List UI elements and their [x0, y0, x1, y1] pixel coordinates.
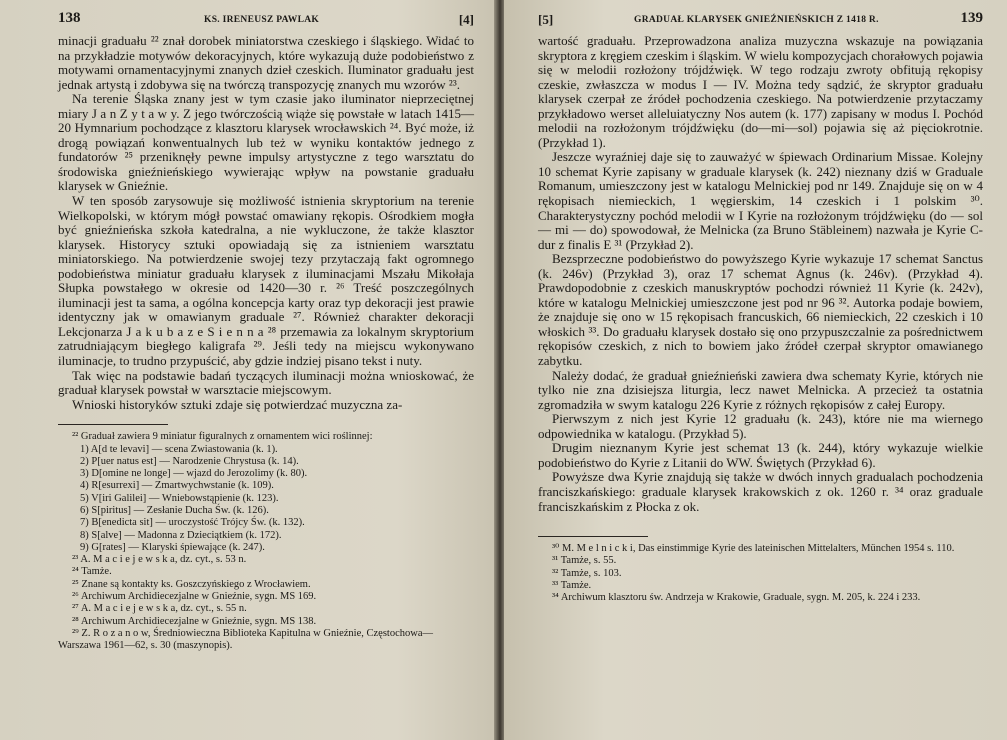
- left-body-text: [58, 34, 474, 412]
- paragraph: Powyższe dwa Kyrie znajdują się także w dwóch innych gradualach pochodzenia franciszkańskiego: graduale klarysek krakowskich z ok. 1260 r. ³⁴ oraz graduale franciszkańskim z Płocka z ok.: [538, 469, 983, 514]
- left-section-marker: [4]: [458, 12, 474, 27]
- footnote-rule: [538, 536, 648, 537]
- list-item: 4) R[esurrexi] — Zmartwychwstanie (k. 109).: [80, 480, 274, 492]
- list-item: 9) G[rates] — Klaryski śpiewające (k. 247).: [80, 541, 265, 553]
- left-page-number: 138: [58, 10, 81, 26]
- footnote-rule: [58, 424, 168, 425]
- paragraph: Pierwszym z nich jest Kyrie 12 graduału (k. 243), które nie ma wiernego odpowiednika w katalogu. (Przykład 5).: [538, 411, 983, 441]
- footnote: ²⁵ Znane są kontakty ks. Goszczyńskiego z Wrocławiem.: [72, 578, 311, 590]
- footnote: ³⁴ Archiwum klasztoru św. Andrzeja w Krakowie, Graduale, sygn. M. 205, k. 224 i 233.: [552, 592, 921, 604]
- footnote: ³² Tamże, s. 103.: [552, 567, 622, 579]
- right-page-number: 139: [960, 10, 983, 26]
- footnote: ²⁹ Z. R o z a n o w, Średniowieczna Biblioteka Kapitulna w Gnieźnie, Częstochowa—Warszawa 1961—62, s. 30 (maszynopis).: [58, 627, 433, 652]
- footnote: ³¹ Tamże, s. 55.: [552, 555, 617, 567]
- right-running-head: GRADUAŁ KLARYSEK GNIEŹNIEŃSKICH Z 1418 R.: [634, 15, 879, 25]
- paragraph: wartość graduału. Przeprowadzona analiza muzyczna wskazuje na powiązania skryptora z kręgiem czeskim i śląskim. W wielu kompozycjach chorałowych pojawia się w melodii rozłożony trójdźwięk. W tego rodzaju zwroty obfitują rękopisy czeskie, zwłaszcza w modus I — IV. Można tedy sądzić, że skryptor graduału klarysek czerpał ze źródeł pochodzenia czeskiego. Na potwierdzenie przytaczamy przykładowo werset alleluiatyczny Nos autem (k. 177) zapisany w modus I. Pochód melodii na rozłożonym trójdźwięku (do—mi—sol) pojawia się aż pięciokrotnie. (Przykład 1).: [538, 33, 983, 150]
- left-page: [0, 0, 496, 740]
- footnote: ³⁰ M. M e l n i c k i, Das einstimmige Kyrie des lateinischen Mittelalters, München 1954 s. 110.: [552, 543, 955, 555]
- right-section-marker: [5]: [538, 12, 554, 27]
- right-page: [504, 0, 1007, 740]
- list-item: 7) B[enedicta sit] — uroczystość Trójcy Św. (k. 132).: [80, 517, 305, 529]
- paragraph: Jeszcze wyraźniej daje się to zauważyć w śpiewach Ordinarium Missae. Kolejny 10 schemat Kyrie zapisany w graduale klarysek (k. 242) nieznany dziś w Graduale Romanum, umieszczony jest w katalogu Melnickiej pod nr 149. Znajduje się on w 4 rękopisach niemieckich, 1 węgierskim, 14 czeskich i 1 polskim ³⁰. Charakterystyczny pochód melodii w I Kyrie na rozłożonym trójdźwięku (do — sol — mi — do) spowodował, że Melnicka (za Bruno Stäbleinem) nazwała je Kyrie C-dur z finalis E ³¹ (Przykład 2).: [538, 149, 983, 252]
- miniature-list: [58, 444, 474, 555]
- footnote: ²⁴ Tamże.: [72, 566, 112, 578]
- footnote: ³³ Tamże.: [552, 579, 592, 591]
- footnote: ²³ A. M a c i e j e w s k a, dz. cyt., s. 53 n.: [72, 554, 247, 566]
- paragraph: Bezsprzeczne podobieństwo do powyższego Kyrie wykazuje 17 schemat Sanctus (k. 246v) (Przykład 3), oraz 17 schemat Agnus (k. 246v). (Przykład 4). Prawdopodobnie z czeskich manuskryptów pochodzi również 11 Kyrie (k. 242v), które w katalogu Melnickiej umieszczone jest pod nr 96 ³². Autorka podaje bowiem, że znajduje się ono w 15 rękopisach francuskich, 66 niemieckich, 22 czeskich i 10 włoskich ³³. Do graduału klarysek dostało się ono przypuszczalnie za pośrednictwem rękopisów czeskich, z nich to bowiem jako źródeł czerpał skryptor omawianego zabytku.: [538, 251, 983, 369]
- left-footnotes: [58, 431, 474, 652]
- paragraph: Tak więc na podstawie badań tyczących iluminacji można wnioskować, że graduał klarysek powstał w warsztacie miejscowym.: [58, 367, 474, 398]
- paragraph: Na terenie Śląska znany jest w tym czasie jako iluminator nieprzeciętnej miary J a n Z y t a w y. Z jego twórczością wiąże się powstałe w latach 1415—20 Hymnarium pochodzące z klasztoru klarysek wrocławskich ²⁴. Być może, iż drogą powiązań konwentualnych lub też w wyniku kontaktów jednego z fundatorów ²⁵ przeniknęły pewne impulsy artystyczne z tego warsztatu do środowiska gnieźnieńskiego wywierając wpływ na powstanie graduału klarysek w Gnieźnie.: [58, 91, 474, 194]
- paragraph: Drugim nieznanym Kyrie jest schemat 13 (k. 244), który wykazuje wielkie podobieństwo do Kyrie z Litanii do WW. Świętych (Przykład 6).: [538, 440, 983, 470]
- paragraph: minacji graduału ²² znał dorobek miniatorstwa czeskiego i śląskiego. Widać to na przykładzie motywów dekoracyjnych, które wykazują duże podobieństwo z motywami ornamentacyjnymi znanych dzieł czeskich. Iluminator graduału jest jednak artystą i zdobywa się na twórczą transpozycję znanych mu wzorów ²³.: [58, 33, 474, 92]
- footnote: ²⁶ Archiwum Archidiecezjalne w Gnieźnie, sygn. MS 169.: [72, 591, 317, 603]
- right-body-text: [538, 34, 983, 514]
- list-item: 5) V[iri Galilei] — Wniebowstąpienie (k. 123).: [80, 492, 279, 504]
- paragraph: Należy dodać, że graduał gnieźnieński zawiera dwa schematy Kyrie, których nie tylko nie zna dzisiejsza liturgia, lecz nawet Melnicka. A przecież ta ostatnia zgromadziła w swym katalogu 226 Kyrie z różnych rękopisów z całej Europy.: [538, 367, 983, 412]
- right-footnotes: [538, 543, 983, 604]
- footnote: ²² Graduał zawiera 9 miniatur figuralnych z ornamentem wici roślinnej:: [72, 431, 373, 443]
- right-page-header: [538, 10, 983, 34]
- list-item: 6) S[piritus] — Zesłanie Ducha Św. (k. 126).: [80, 505, 269, 516]
- list-item: 1) A[d te levavi] — scena Zwiastowania (k. 1).: [80, 443, 278, 455]
- list-item: 2) P[uer natus est] — Narodzenie Chrystusa (k. 14).: [80, 455, 299, 467]
- paragraph: W ten sposób zarysowuje się możliwość istnienia skryptorium na terenie Wielkopolski, w którym mógł powstać omawiany rękopis. Ośrodkiem mogła być gnieźnieńska szkoła katedralna, a nie wykluczone, że także klasztor klarysek. Historycy sztuki opowiadają się za istnieniem warsztatu miniatorskiego. Na potwierdzenie swojej tezy przytaczają fakt ogromnego podobieństwa miniatur graduału klarysek z iluminacjami Mszału Mikołaja Słupka powstałego w okresie od 1420—30 r. ²⁶ Treść poszczególnych iluminacji jest ta sama, a ogólna koncepcja karty oraz typ dekoracji jest prawie identyczny jak w omawianym graduale ²⁷. Również charakter dekoracji Lekcjonarza J a k u b a z e S i e n n a ²⁸ przemawia za lokalnym skryptorium zatrudniającym biegłego kaligrafa ²⁹. Jeśli tedy na miejscu wykonywano iluminacje, to trudno przypuścić, aby gdzie indziej pisano tekst i nuty.: [58, 193, 474, 369]
- footnote: ²⁸ Archiwum Archidiecezjalne w Gnieźnie, sygn. MS 138.: [72, 615, 317, 627]
- left-running-head: KS. IRENEUSZ PAWLAK: [204, 15, 320, 25]
- paragraph: Wnioski historyków sztuki zdaje się potwierdzać muzyczna za-: [72, 396, 403, 412]
- footnote: ²⁷ A. M a c i e j e w s k a, dz. cyt., s. 55 n.: [72, 603, 247, 615]
- left-page-header: [58, 10, 474, 34]
- list-item: 8) S[alve] — Madonna z Dzieciątkiem (k. 172).: [80, 529, 282, 541]
- list-item: 3) D[omine ne longe] — wjazd do Jerozolimy (k. 80).: [80, 468, 308, 480]
